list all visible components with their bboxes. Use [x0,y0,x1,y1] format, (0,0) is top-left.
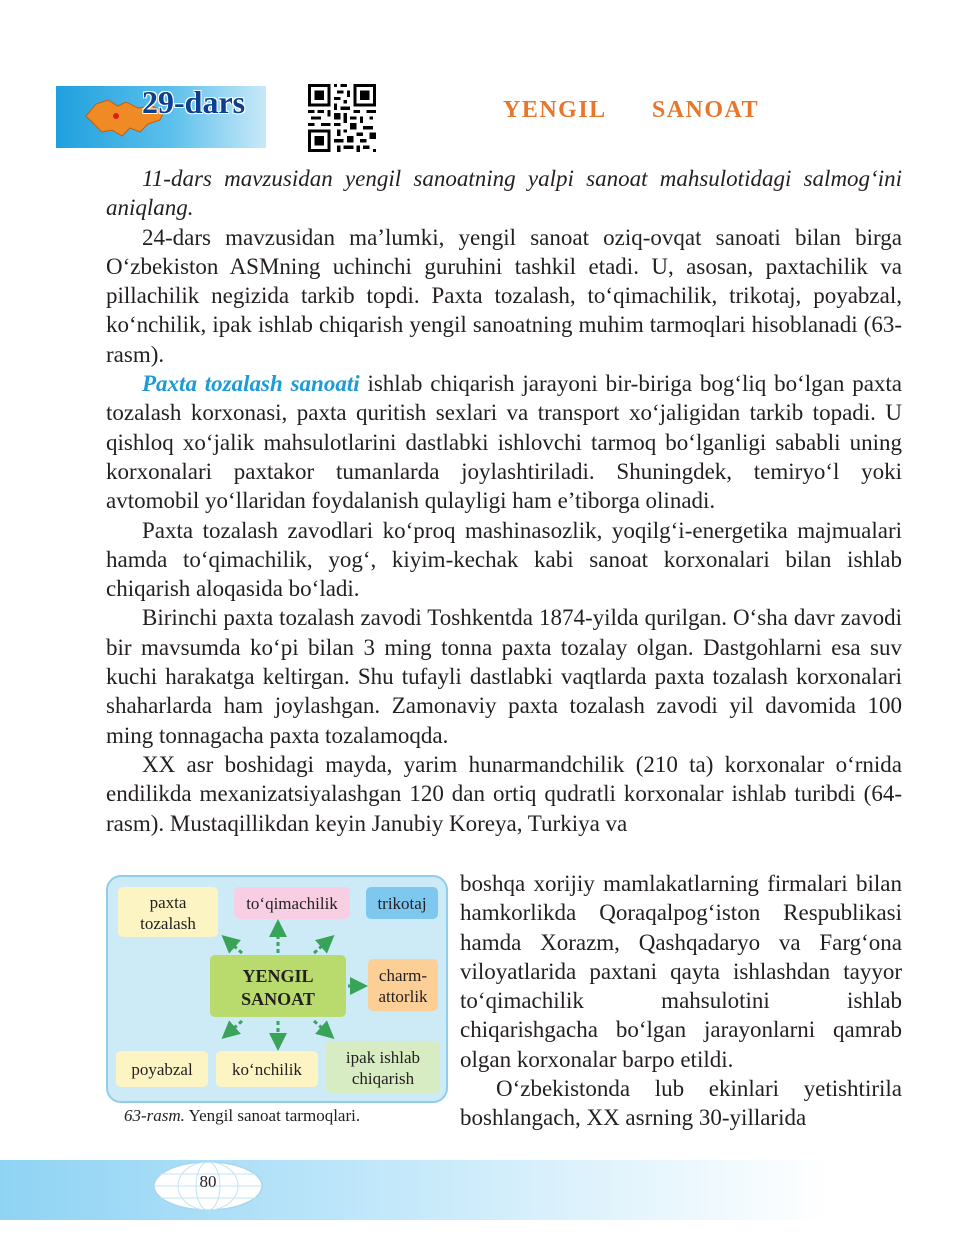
box-toqimachilik-label: to‘qimachilik [246,894,338,913]
box-ipak-line2: chiqarish [351,1069,415,1088]
paragraph-6: O‘zbekistonda lub ekinlari yetishtirila boshlangach, XX asrning 30-yillarida [460,1076,902,1131]
lesson-banner [56,86,266,148]
intro-question: 11-dars mavzusidan yengil sanoatning yalpi sanoat mahsulotidagi salmog‘ini aniqlang. [106,166,902,221]
paragraph-1: 24-dars mavzusidan ma’lumki, yengil sanoat oziq-ovqat sanoati bilan birga O‘zbekiston ASMning uchinchi guruhini tashkil etadi. U, asosan, paxtachilik va pillachilik negizida tarkib topdi. Paxta tozalash, to‘qimachilik, trikotaj, poyabzal, ko‘nchilik, ipak ishlab chiqarish yengil sanoatning muhim tarmoqlari hisoblanadi (63-rasm). [106,224,902,367]
page-title: YENGIL SANOAT [503,97,760,123]
paragraph-5: XX asr boshidagi mayda, yarim hunarmandchilik (210 ta) korxonalar o‘rnida endilikda mexanizatsiyalashgan 120 dan ortiq qudratli korxonalar ishlab turibdi (64-rasm). Mustaqillikdan keyin Janubiy Koreya, Turkiya va [106,751,902,836]
paragraph-3: Paxta tozalash zavodlari ko‘proq mashinasozlik, yoqilg‘i-energetika majmualari hamda to‘qimachilik, yog‘, kiyim-kechak kabi sanoat korxonalari bilan ishlab chiqarish aloqasida bo‘ladi. [106,517,902,602]
paragraph-4: Birinchi paxta tozalash zavodi Toshkentda 1874-yilda qurilgan. O‘sha davr zavodi bir mavsumda ko‘pi bilan 3 ming tonna paxta tozalay olgan. Dastgohlarni esa suv kuchi harakatga keltirgan. Shu tufayli dastlabki vaqtlarda paxta tozalash korxonalari shaharlarda ham joylashgan. Zamonaviy paxta tozalash zavodi yil davomida 100 ming tonnagacha paxta tozalamoqda. [106,605,902,748]
center-line1: YENGIL [242,966,314,986]
main-text [106,164,902,838]
box-konchilik-label: ko‘nchilik [232,1060,302,1079]
figure-caption [124,1106,360,1126]
box-charm-line2: attorlik [378,987,428,1006]
footer-band [0,1160,976,1220]
figure-63-diagram [106,875,448,1103]
box-trikotaj-label: trikotaj [377,894,427,913]
box-poyabzal-label: poyabzal [131,1060,193,1079]
paragraph-2-text: ishlab chiqarish jarayoni bir-biriga bog‘liq bo‘lgan paxta tozalash korxonasi, paxta quritish sexlari va transport xo‘jaligidan tarkib topadi. U qishloq xo‘jalik mahsulotlarini dastlabki ishlovchi tarmoq bo‘lganligi sababli uning korxonalari paxtakor tumanlarda joylashtiriladi. Shuningdek, temiryo‘l yoki avtomobil yo‘llaridan foydalanish qulayligi ham e’tiborga olinadi. [106,371,902,514]
caption-text: Yengil sanoat tarmoqlari. [184,1106,361,1125]
side-text [460,869,902,1133]
paragraph-2 [106,369,902,515]
box-charm-line1: charm- [378,966,428,985]
page-number: 80 [199,1172,217,1191]
box-paxta-line2: tozalash [140,914,196,933]
center-line2: SANOAT [241,989,315,1009]
caption-number: 63-rasm. [124,1106,185,1125]
term-highlight: Paxta tozalash sanoati [142,371,360,397]
paragraph-5-continued: boshqa xorijiy mamlakatlarning firmalari bilan hamkorlikda Qoraqalpog‘iston Respublikasi hamda Xorazm, Qashqadaryo va Farg‘ona viloyatlarida paxtani qayta ishlashdan tayyor to‘qimachilik mahsulotini ishlab chiqarishgacha bo‘lgan jarayonlarni qamrab olgan korxonalar barpo etildi. [460,871,902,1072]
box-paxta-line1: paxta [149,893,187,912]
box-ipak-line1: ipak ishlab [345,1048,421,1067]
qr-code-icon[interactable] [308,84,376,152]
lesson-label: 29-dars [142,84,246,120]
